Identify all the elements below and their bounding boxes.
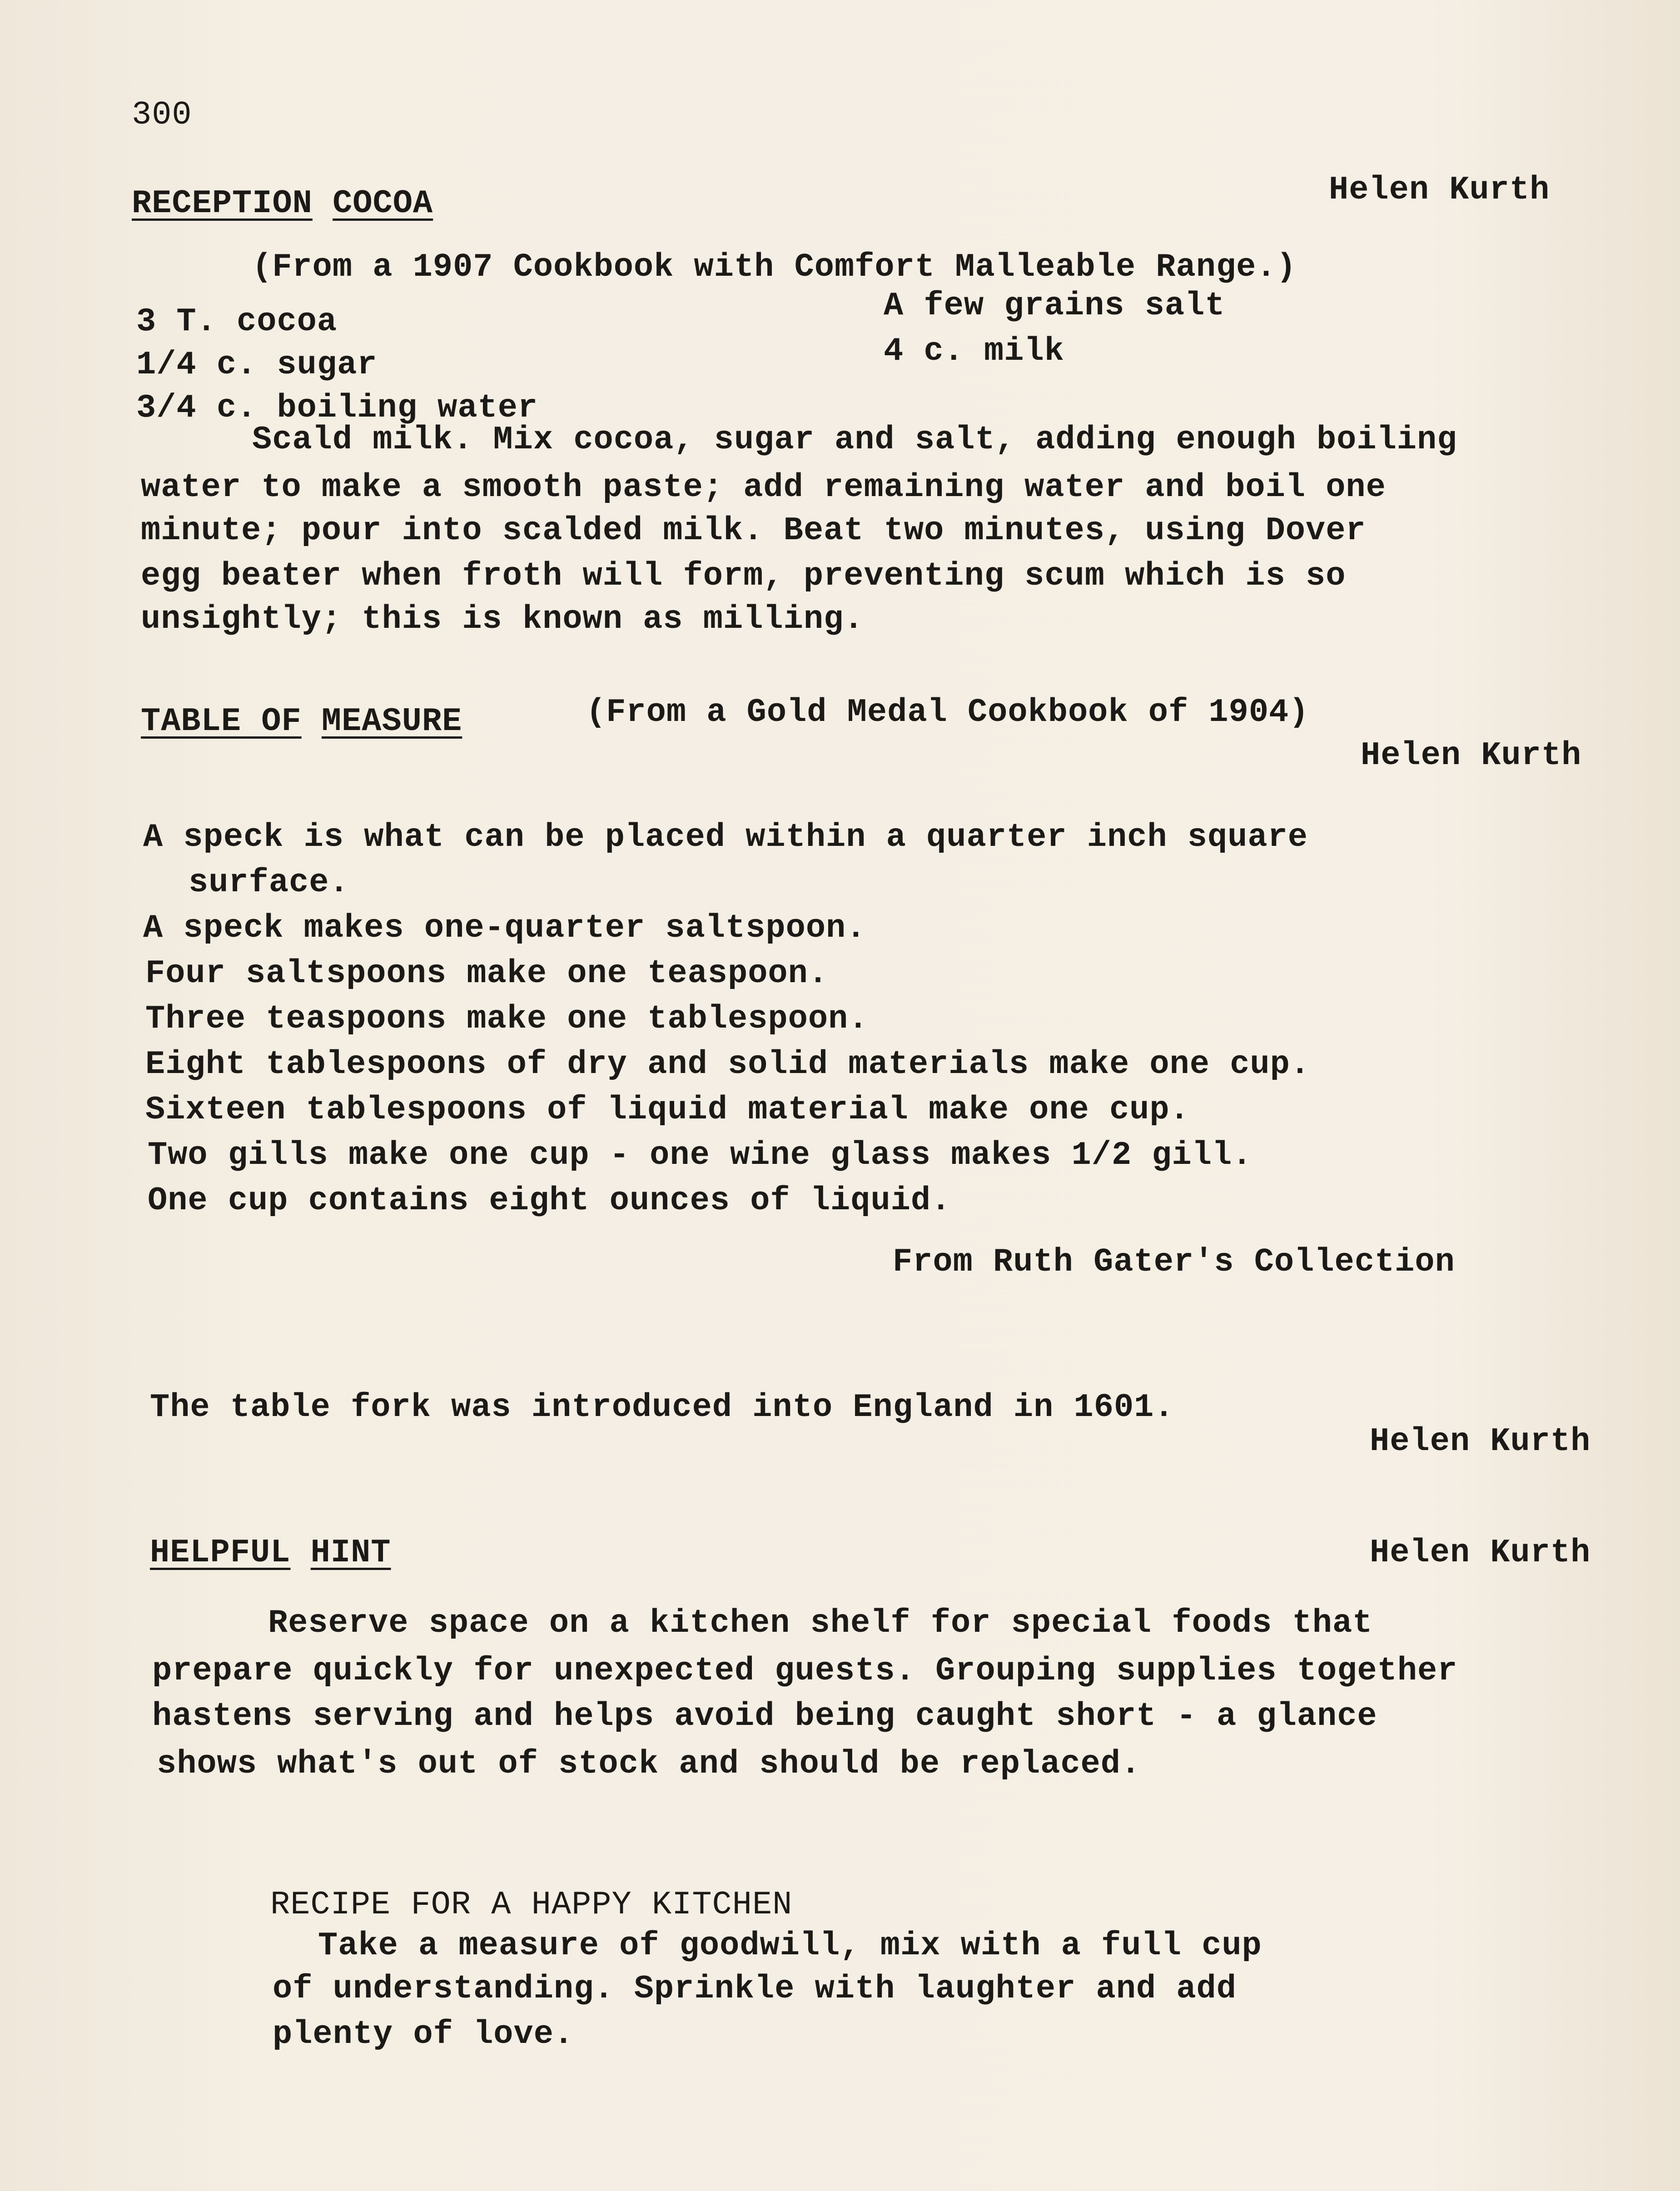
reception-cocoa-source: (From a 1907 Cookbook with Comfort Malleable Range.) (252, 248, 1297, 286)
hint-line: shows what's out of stock and should be replaced. (157, 1745, 1141, 1783)
directions-line: water to make a smooth paste; add remaining water and boil one (141, 469, 1386, 506)
measure-line: Two gills make one cup - one wine glass makes 1/2 gill. (148, 1137, 1253, 1174)
measure-line: A speck is what can be placed within a quarter inch square (143, 819, 1308, 856)
heading-word: MEASURE (321, 703, 462, 740)
heading-word: TABLE OF (141, 703, 302, 740)
page-number: 300 (132, 96, 192, 134)
heading-word: HELPFUL (150, 1534, 291, 1571)
hint-line: Reserve space on a kitchen shelf for special foods that (268, 1605, 1373, 1642)
collection-credit: From Ruth Gater's Collection (893, 1243, 1455, 1281)
table-of-measure-author: Helen Kurth (1361, 737, 1582, 774)
happy-kitchen-title: RECIPE FOR A HAPPY KITCHEN (270, 1886, 793, 1923)
directions-line: unsightly; this is known as milling. (141, 601, 864, 638)
ingredient-left: 1/4 c. sugar (136, 346, 378, 383)
table-fork-author: Helen Kurth (1370, 1423, 1591, 1460)
hint-line: hastens serving and helps avoid being caught short - a glance (152, 1698, 1377, 1735)
reception-cocoa-author: Helen Kurth (1329, 171, 1550, 209)
measure-line: Sixteen tablespoons of liquid material make one cup. (145, 1091, 1190, 1128)
helpful-hint-heading (150, 1531, 391, 1575)
ingredient-right: A few grains salt (884, 287, 1225, 324)
measure-line: Three teaspoons make one tablespoon. (145, 1000, 869, 1038)
ingredient-left: 3 T. cocoa (136, 303, 338, 340)
table-of-measure-heading (141, 700, 462, 743)
ingredient-right: 4 c. milk (884, 333, 1064, 370)
directions-line: Scald milk. Mix cocoa, sugar and salt, adding enough boiling (252, 421, 1457, 458)
heading-word: COCOA (333, 185, 433, 222)
happy-kitchen-line: of understanding. Sprinkle with laughter and add (273, 1970, 1237, 2007)
directions-line: minute; pour into scalded milk. Beat two minutes, using Dover (141, 512, 1366, 549)
measure-line: One cup contains eight ounces of liquid. (148, 1182, 951, 1219)
hint-line: prepare quickly for unexpected guests. Grouping supplies together (152, 1652, 1458, 1689)
reception-cocoa-heading (132, 182, 433, 225)
table-of-measure-source: (From a Gold Medal Cookbook of 1904) (586, 694, 1309, 731)
heading-word: RECEPTION (132, 185, 313, 222)
helpful-hint-author: Helen Kurth (1370, 1534, 1591, 1571)
measure-line: Four saltspoons make one teaspoon. (145, 955, 829, 992)
measure-line: Eight tablespoons of dry and solid materials make one cup. (145, 1046, 1311, 1083)
measure-line: surface. (189, 864, 349, 901)
ingredient-left: 3/4 c. boiling water (136, 389, 538, 427)
happy-kitchen-line: Take a measure of goodwill, mix with a full cup (318, 1927, 1262, 1964)
measure-line: A speck makes one-quarter saltspoon. (143, 909, 866, 947)
happy-kitchen-line: plenty of love. (273, 2016, 574, 2053)
table-fork-fact: The table fork was introduced into England in 1601. (150, 1389, 1174, 1426)
directions-line: egg beater when froth will form, preventing scum which is so (141, 557, 1346, 595)
heading-word: HINT (310, 1534, 391, 1571)
